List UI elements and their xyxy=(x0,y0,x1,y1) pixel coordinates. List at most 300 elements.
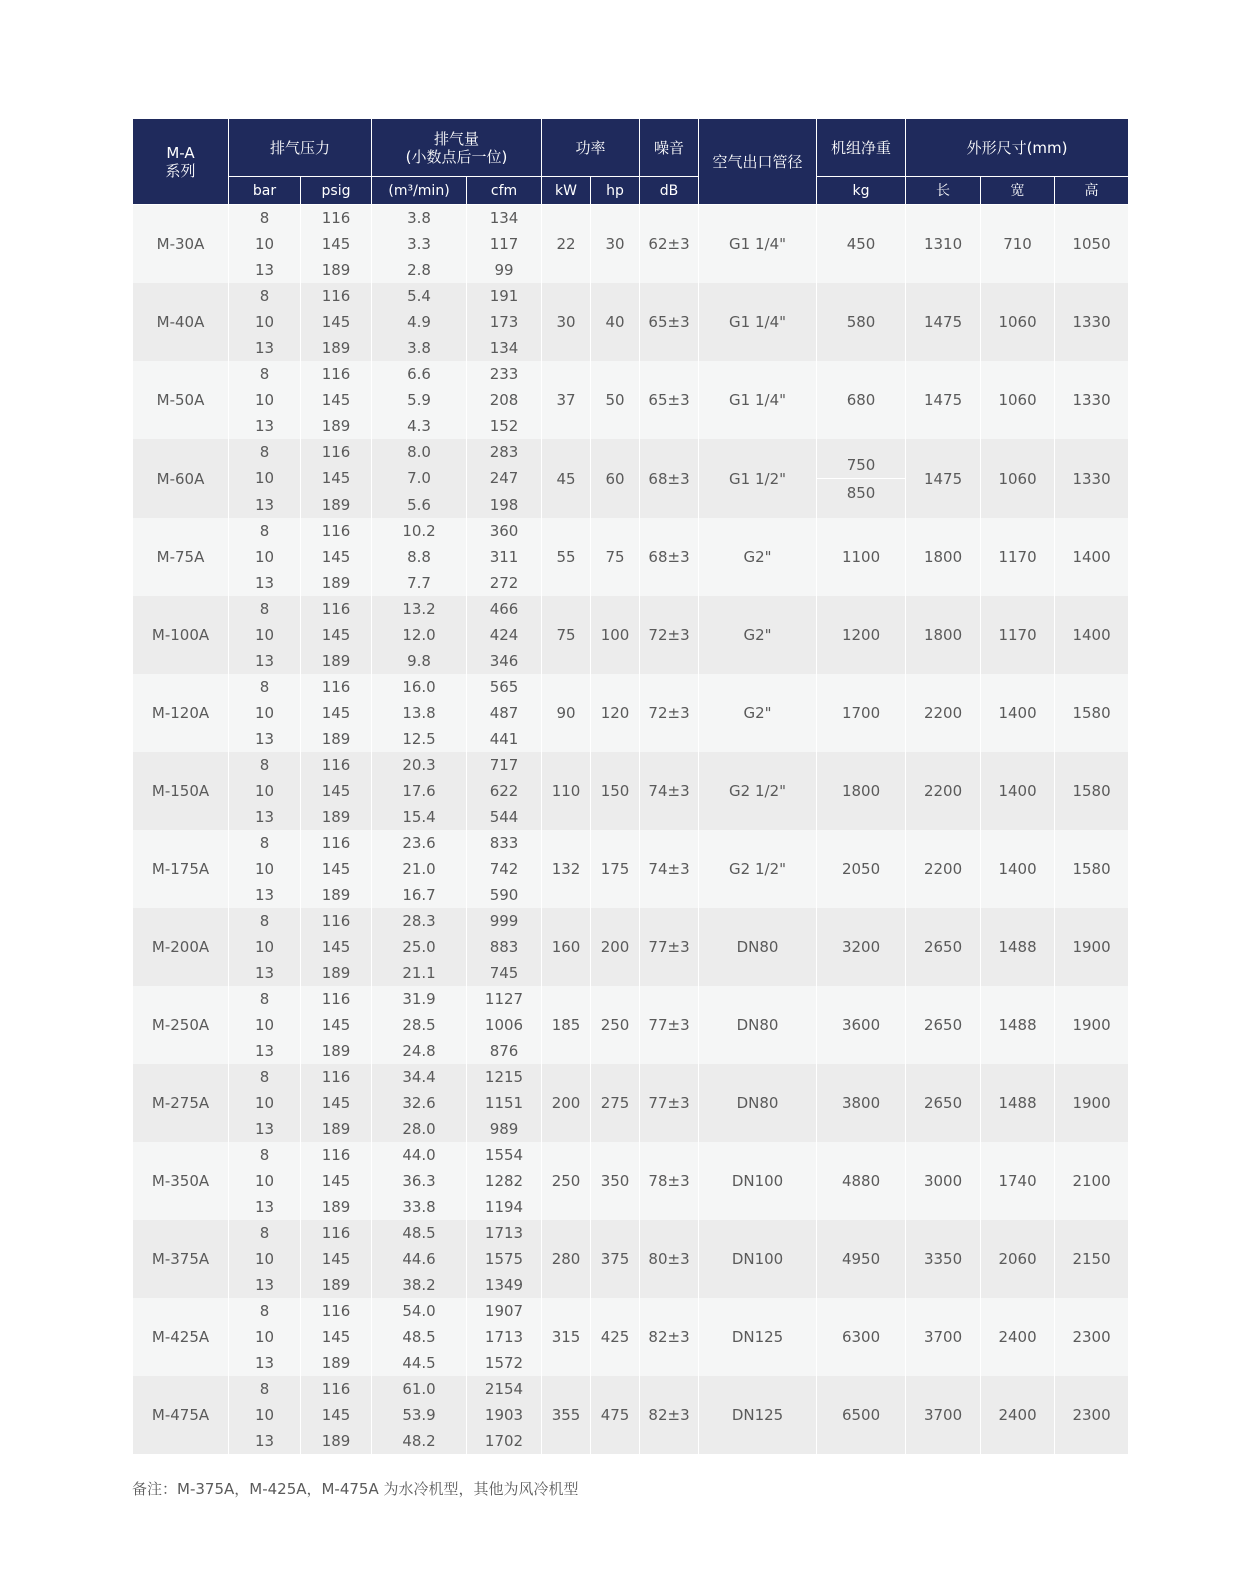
delivery-m3min-cell: 5.4 xyxy=(372,283,467,309)
dimension-length-cell: 1475 xyxy=(906,361,981,439)
pressure-psig-cell: 145 xyxy=(301,1246,372,1272)
dimension-width-cell: 710 xyxy=(981,205,1055,284)
dimension-width-cell: 2060 xyxy=(981,1220,1055,1298)
outlet-pipe-cell: DN100 xyxy=(699,1142,817,1220)
pressure-bar-cell: 8 xyxy=(229,439,301,465)
dimension-width-cell: 1740 xyxy=(981,1142,1055,1220)
dimension-length-cell: 2200 xyxy=(906,674,981,752)
net-weight-cell: 680 xyxy=(817,361,906,439)
dimension-length-cell: 2650 xyxy=(906,1064,981,1142)
power-hp-cell: 200 xyxy=(591,908,640,986)
delivery-cfm-cell: 1151 xyxy=(467,1090,542,1116)
model-group xyxy=(133,1142,1129,1220)
pressure-bar-cell: 10 xyxy=(229,1324,301,1350)
delivery-m3min-cell: 36.3 xyxy=(372,1168,467,1194)
delivery-m3min-cell: 32.6 xyxy=(372,1090,467,1116)
delivery-m3min-cell: 5.6 xyxy=(372,492,467,518)
outlet-pipe-cell: DN100 xyxy=(699,1220,817,1298)
table-row xyxy=(133,439,1129,465)
pressure-psig-cell: 145 xyxy=(301,1324,372,1350)
table-row xyxy=(133,830,1129,856)
delivery-cfm-cell: 2154 xyxy=(467,1376,542,1402)
pressure-bar-cell: 10 xyxy=(229,1090,301,1116)
pressure-psig-cell: 145 xyxy=(301,778,372,804)
delivery-m3min-cell: 12.0 xyxy=(372,622,467,648)
pressure-psig-cell: 116 xyxy=(301,439,372,465)
dimension-height-cell: 1900 xyxy=(1055,1064,1129,1142)
noise-db-cell: 82±3 xyxy=(640,1298,699,1376)
delivery-m3min-cell: 2.8 xyxy=(372,257,467,283)
pressure-psig-cell: 189 xyxy=(301,1194,372,1220)
pressure-bar-cell: 13 xyxy=(229,726,301,752)
pressure-psig-cell: 189 xyxy=(301,335,372,361)
net-weight-cell: 3800 xyxy=(817,1064,906,1142)
outlet-pipe-cell: G1 1/4" xyxy=(699,205,817,284)
pressure-bar-cell: 8 xyxy=(229,908,301,934)
dimension-length-cell: 1475 xyxy=(906,439,981,518)
dimension-height-cell: 1330 xyxy=(1055,439,1129,518)
pressure-psig-cell: 189 xyxy=(301,1116,372,1142)
delivery-m3min-cell: 48.5 xyxy=(372,1324,467,1350)
delivery-cfm-cell: 424 xyxy=(467,622,542,648)
model-name-cell: M-150A xyxy=(133,752,229,830)
pressure-bar-cell: 13 xyxy=(229,413,301,439)
power-kw-cell: 30 xyxy=(542,283,591,361)
pressure-psig-cell: 189 xyxy=(301,726,372,752)
delivery-m3min-cell: 33.8 xyxy=(372,1194,467,1220)
power-hp-cell: 250 xyxy=(591,986,640,1064)
delivery-m3min-cell: 28.3 xyxy=(372,908,467,934)
power-hp-cell: 60 xyxy=(591,439,640,518)
pressure-psig-cell: 116 xyxy=(301,1298,372,1324)
model-name-cell: M-275A xyxy=(133,1064,229,1142)
pressure-bar-cell: 10 xyxy=(229,1168,301,1194)
pressure-bar-cell: 10 xyxy=(229,856,301,882)
pressure-bar-cell: 13 xyxy=(229,648,301,674)
table-row xyxy=(133,986,1129,1012)
power-kw-cell: 75 xyxy=(542,596,591,674)
pressure-psig-cell: 189 xyxy=(301,804,372,830)
pressure-bar-cell: 10 xyxy=(229,778,301,804)
noise-db-cell: 82±3 xyxy=(640,1376,699,1454)
delivery-m3min-cell: 17.6 xyxy=(372,778,467,804)
delivery-cfm-cell: 989 xyxy=(467,1116,542,1142)
pressure-psig-cell: 189 xyxy=(301,492,372,518)
dimension-width-cell: 1060 xyxy=(981,283,1055,361)
pressure-bar-cell: 13 xyxy=(229,257,301,283)
pressure-bar-cell: 10 xyxy=(229,387,301,413)
power-hp-cell: 40 xyxy=(591,283,640,361)
dimension-width-cell: 2400 xyxy=(981,1376,1055,1454)
pressure-bar-cell: 13 xyxy=(229,1272,301,1298)
delivery-m3min-cell: 15.4 xyxy=(372,804,467,830)
pressure-bar-cell: 8 xyxy=(229,1142,301,1168)
unit-m3min: (m³/min) xyxy=(372,177,467,205)
power-hp-cell: 275 xyxy=(591,1064,640,1142)
power-kw-cell: 90 xyxy=(542,674,591,752)
pressure-psig-cell: 116 xyxy=(301,1064,372,1090)
delivery-m3min-cell: 12.5 xyxy=(372,726,467,752)
dimension-width-cell: 1170 xyxy=(981,596,1055,674)
outlet-pipe-cell: DN125 xyxy=(699,1298,817,1376)
pressure-bar-cell: 10 xyxy=(229,622,301,648)
dimension-length-cell: 1475 xyxy=(906,283,981,361)
dimension-length-cell: 1310 xyxy=(906,205,981,284)
delivery-cfm-cell: 1702 xyxy=(467,1428,542,1454)
delivery-cfm-cell: 233 xyxy=(467,361,542,387)
pressure-psig-cell: 145 xyxy=(301,1402,372,1428)
delivery-m3min-cell: 25.0 xyxy=(372,934,467,960)
pressure-bar-cell: 13 xyxy=(229,570,301,596)
unit-hp: hp xyxy=(591,177,640,205)
spec-table xyxy=(132,118,1129,1454)
footnote: 备注：M-375A，M-425A，M-475A 为水冷机型，其他为风冷机型 xyxy=(132,1480,579,1498)
pressure-psig-cell: 145 xyxy=(301,544,372,570)
dimension-height-cell: 1400 xyxy=(1055,518,1129,596)
pressure-bar-cell: 10 xyxy=(229,934,301,960)
net-weight-cell: 580 xyxy=(817,283,906,361)
pressure-bar-cell: 10 xyxy=(229,465,301,491)
pressure-bar-cell: 8 xyxy=(229,674,301,700)
dimension-height-cell: 2300 xyxy=(1055,1376,1129,1454)
table-row xyxy=(133,752,1129,778)
power-hp-cell: 50 xyxy=(591,361,640,439)
dimension-length-cell: 3000 xyxy=(906,1142,981,1220)
table-row xyxy=(133,1298,1129,1324)
delivery-cfm-cell: 544 xyxy=(467,804,542,830)
delivery-cfm-cell: 173 xyxy=(467,309,542,335)
outlet-pipe-cell: G2" xyxy=(699,596,817,674)
noise-db-cell: 77±3 xyxy=(640,908,699,986)
pressure-bar-cell: 8 xyxy=(229,1376,301,1402)
pressure-bar-cell: 10 xyxy=(229,1246,301,1272)
dimension-height-cell: 2300 xyxy=(1055,1298,1129,1376)
pressure-psig-cell: 116 xyxy=(301,596,372,622)
delivery-cfm-cell: 208 xyxy=(467,387,542,413)
pressure-bar-cell: 8 xyxy=(229,1220,301,1246)
net-weight-cell: 2050 xyxy=(817,830,906,908)
outlet-pipe-cell: DN80 xyxy=(699,1064,817,1142)
unit-cfm: cfm xyxy=(467,177,542,205)
delivery-m3min-cell: 21.1 xyxy=(372,960,467,986)
table-row xyxy=(133,205,1129,232)
dimension-length-cell: 2200 xyxy=(906,752,981,830)
power-kw-cell: 280 xyxy=(542,1220,591,1298)
delivery-cfm-cell: 999 xyxy=(467,908,542,934)
dimension-width-cell: 1170 xyxy=(981,518,1055,596)
power-kw-cell: 55 xyxy=(542,518,591,596)
delivery-m3min-cell: 44.5 xyxy=(372,1350,467,1376)
delivery-m3min-cell: 8.8 xyxy=(372,544,467,570)
delivery-cfm-cell: 134 xyxy=(467,205,542,232)
delivery-m3min-cell: 4.9 xyxy=(372,309,467,335)
model-group xyxy=(133,830,1129,908)
net-weight-cell: 6500 xyxy=(817,1376,906,1454)
delivery-cfm-cell: 1349 xyxy=(467,1272,542,1298)
delivery-cfm-cell: 247 xyxy=(467,465,542,491)
header-dimensions: 外形尺寸(mm) xyxy=(906,119,1129,177)
pressure-psig-cell: 116 xyxy=(301,1376,372,1402)
outlet-pipe-cell: G1 1/4" xyxy=(699,361,817,439)
dimension-width-cell: 2400 xyxy=(981,1298,1055,1376)
model-group xyxy=(133,518,1129,596)
delivery-cfm-cell: 311 xyxy=(467,544,542,570)
delivery-m3min-cell: 9.8 xyxy=(372,648,467,674)
pressure-bar-cell: 8 xyxy=(229,361,301,387)
delivery-m3min-cell: 4.3 xyxy=(372,413,467,439)
outlet-pipe-cell: DN80 xyxy=(699,986,817,1064)
table-row xyxy=(133,283,1129,309)
pressure-psig-cell: 189 xyxy=(301,1038,372,1064)
power-kw-cell: 315 xyxy=(542,1298,591,1376)
power-kw-cell: 250 xyxy=(542,1142,591,1220)
delivery-cfm-cell: 272 xyxy=(467,570,542,596)
pressure-bar-cell: 13 xyxy=(229,335,301,361)
delivery-m3min-cell: 5.9 xyxy=(372,387,467,413)
pressure-psig-cell: 145 xyxy=(301,465,372,491)
delivery-cfm-cell: 883 xyxy=(467,934,542,960)
model-group xyxy=(133,1298,1129,1376)
net-weight-cell: 6300 xyxy=(817,1298,906,1376)
net-weight-cell: 1200 xyxy=(817,596,906,674)
delivery-m3min-cell: 8.0 xyxy=(372,439,467,465)
noise-db-cell: 72±3 xyxy=(640,596,699,674)
delivery-cfm-cell: 117 xyxy=(467,231,542,257)
net-weight-cell: 1700 xyxy=(817,674,906,752)
power-kw-cell: 37 xyxy=(542,361,591,439)
delivery-cfm-cell: 717 xyxy=(467,752,542,778)
delivery-cfm-cell: 1903 xyxy=(467,1402,542,1428)
pressure-bar-cell: 13 xyxy=(229,1116,301,1142)
model-name-cell: M-100A xyxy=(133,596,229,674)
delivery-m3min-cell: 10.2 xyxy=(372,518,467,544)
pressure-psig-cell: 189 xyxy=(301,960,372,986)
pressure-psig-cell: 189 xyxy=(301,648,372,674)
header-discharge-pressure: 排气压力 xyxy=(229,119,372,177)
delivery-cfm-cell: 590 xyxy=(467,882,542,908)
dimension-height-cell: 1330 xyxy=(1055,283,1129,361)
pressure-bar-cell: 13 xyxy=(229,492,301,518)
delivery-cfm-cell: 876 xyxy=(467,1038,542,1064)
outlet-pipe-cell: G1 1/4" xyxy=(699,283,817,361)
delivery-m3min-cell: 44.0 xyxy=(372,1142,467,1168)
pressure-psig-cell: 116 xyxy=(301,830,372,856)
dimension-height-cell: 2150 xyxy=(1055,1220,1129,1298)
power-kw-cell: 45 xyxy=(542,439,591,518)
noise-db-cell: 74±3 xyxy=(640,830,699,908)
delivery-m3min-cell: 61.0 xyxy=(372,1376,467,1402)
pressure-psig-cell: 145 xyxy=(301,856,372,882)
pressure-bar-cell: 8 xyxy=(229,1298,301,1324)
power-kw-cell: 110 xyxy=(542,752,591,830)
model-name-cell: M-40A xyxy=(133,283,229,361)
table-row xyxy=(133,1220,1129,1246)
model-name-cell: M-120A xyxy=(133,674,229,752)
power-hp-cell: 75 xyxy=(591,518,640,596)
noise-db-cell: 65±3 xyxy=(640,283,699,361)
net-weight-value-alt: 850 xyxy=(846,484,876,502)
pressure-bar-cell: 10 xyxy=(229,309,301,335)
delivery-m3min-cell: 13.8 xyxy=(372,700,467,726)
model-group xyxy=(133,439,1129,518)
pressure-psig-cell: 145 xyxy=(301,387,372,413)
delivery-cfm-cell: 742 xyxy=(467,856,542,882)
model-name-cell: M-75A xyxy=(133,518,229,596)
pressure-psig-cell: 116 xyxy=(301,752,372,778)
net-weight-value: 750 xyxy=(817,439,905,479)
model-name-cell: M-250A xyxy=(133,986,229,1064)
power-kw-cell: 22 xyxy=(542,205,591,284)
unit-height: 高 xyxy=(1055,177,1129,205)
pressure-bar-cell: 13 xyxy=(229,1428,301,1454)
delivery-cfm-cell: 1572 xyxy=(467,1350,542,1376)
pressure-bar-cell: 8 xyxy=(229,518,301,544)
power-kw-cell: 185 xyxy=(542,986,591,1064)
dimension-length-cell: 3350 xyxy=(906,1220,981,1298)
dimension-width-cell: 1488 xyxy=(981,908,1055,986)
dimension-height-cell: 1580 xyxy=(1055,830,1129,908)
delivery-m3min-cell: 16.7 xyxy=(372,882,467,908)
model-group xyxy=(133,205,1129,284)
pressure-psig-cell: 145 xyxy=(301,700,372,726)
noise-db-cell: 74±3 xyxy=(640,752,699,830)
pressure-psig-cell: 145 xyxy=(301,1168,372,1194)
header-model-series: M-A 系列 xyxy=(133,119,229,205)
delivery-m3min-cell: 44.6 xyxy=(372,1246,467,1272)
pressure-psig-cell: 189 xyxy=(301,882,372,908)
delivery-cfm-cell: 833 xyxy=(467,830,542,856)
pressure-psig-cell: 189 xyxy=(301,1272,372,1298)
delivery-cfm-cell: 1575 xyxy=(467,1246,542,1272)
delivery-cfm-cell: 198 xyxy=(467,492,542,518)
model-name-cell: M-425A xyxy=(133,1298,229,1376)
delivery-cfm-cell: 360 xyxy=(467,518,542,544)
dimension-width-cell: 1400 xyxy=(981,674,1055,752)
dimension-length-cell: 2650 xyxy=(906,908,981,986)
header-power: 功率 xyxy=(542,119,640,177)
delivery-m3min-cell: 21.0 xyxy=(372,856,467,882)
net-weight-cell: 1800 xyxy=(817,752,906,830)
pressure-psig-cell: 189 xyxy=(301,257,372,283)
model-name-cell: M-375A xyxy=(133,1220,229,1298)
delivery-cfm-cell: 1713 xyxy=(467,1324,542,1350)
net-weight-cell: 450 xyxy=(817,205,906,284)
net-weight-cell: 3600 xyxy=(817,986,906,1064)
power-hp-cell: 475 xyxy=(591,1376,640,1454)
delivery-m3min-cell: 13.2 xyxy=(372,596,467,622)
delivery-cfm-cell: 1554 xyxy=(467,1142,542,1168)
dimension-height-cell: 1400 xyxy=(1055,596,1129,674)
delivery-m3min-cell: 31.9 xyxy=(372,986,467,1012)
pressure-psig-cell: 116 xyxy=(301,1220,372,1246)
noise-db-cell: 62±3 xyxy=(640,205,699,284)
model-group xyxy=(133,1376,1129,1454)
pressure-bar-cell: 13 xyxy=(229,882,301,908)
model-name-cell: M-30A xyxy=(133,205,229,284)
delivery-m3min-cell: 34.4 xyxy=(372,1064,467,1090)
model-group xyxy=(133,674,1129,752)
dimension-length-cell: 1800 xyxy=(906,596,981,674)
table-row xyxy=(133,596,1129,622)
delivery-m3min-cell: 38.2 xyxy=(372,1272,467,1298)
unit-kw: kW xyxy=(542,177,591,205)
delivery-cfm-cell: 134 xyxy=(467,335,542,361)
delivery-cfm-cell: 441 xyxy=(467,726,542,752)
pressure-psig-cell: 116 xyxy=(301,283,372,309)
power-kw-cell: 160 xyxy=(542,908,591,986)
model-group xyxy=(133,283,1129,361)
dimension-width-cell: 1060 xyxy=(981,439,1055,518)
unit-width: 宽 xyxy=(981,177,1055,205)
delivery-cfm-cell: 622 xyxy=(467,778,542,804)
outlet-pipe-cell: G2" xyxy=(699,518,817,596)
pressure-psig-cell: 116 xyxy=(301,361,372,387)
delivery-cfm-cell: 152 xyxy=(467,413,542,439)
header-noise: 噪音 xyxy=(640,119,699,177)
pressure-psig-cell: 116 xyxy=(301,518,372,544)
unit-psig: psig xyxy=(301,177,372,205)
model-name-cell: M-50A xyxy=(133,361,229,439)
pressure-psig-cell: 116 xyxy=(301,908,372,934)
dimension-height-cell: 2100 xyxy=(1055,1142,1129,1220)
pressure-bar-cell: 10 xyxy=(229,1012,301,1038)
dimension-width-cell: 1060 xyxy=(981,361,1055,439)
dimension-width-cell: 1400 xyxy=(981,752,1055,830)
noise-db-cell: 80±3 xyxy=(640,1220,699,1298)
pressure-bar-cell: 10 xyxy=(229,231,301,257)
power-hp-cell: 375 xyxy=(591,1220,640,1298)
noise-db-cell: 65±3 xyxy=(640,361,699,439)
pressure-psig-cell: 145 xyxy=(301,622,372,648)
unit-db: dB xyxy=(640,177,699,205)
power-hp-cell: 175 xyxy=(591,830,640,908)
delivery-cfm-cell: 99 xyxy=(467,257,542,283)
outlet-pipe-cell: DN125 xyxy=(699,1376,817,1454)
pressure-bar-cell: 10 xyxy=(229,700,301,726)
pressure-bar-cell: 8 xyxy=(229,283,301,309)
delivery-m3min-cell: 7.0 xyxy=(372,465,467,491)
power-hp-cell: 150 xyxy=(591,752,640,830)
delivery-m3min-cell: 53.9 xyxy=(372,1402,467,1428)
noise-db-cell: 72±3 xyxy=(640,674,699,752)
model-group xyxy=(133,908,1129,986)
delivery-m3min-cell: 6.6 xyxy=(372,361,467,387)
noise-db-cell: 77±3 xyxy=(640,986,699,1064)
net-weight-cell: 3200 xyxy=(817,908,906,986)
pressure-psig-cell: 189 xyxy=(301,1350,372,1376)
pressure-psig-cell: 145 xyxy=(301,934,372,960)
noise-db-cell: 68±3 xyxy=(640,518,699,596)
model-group xyxy=(133,361,1129,439)
delivery-cfm-cell: 191 xyxy=(467,283,542,309)
delivery-m3min-cell: 28.0 xyxy=(372,1116,467,1142)
power-kw-cell: 132 xyxy=(542,830,591,908)
noise-db-cell: 78±3 xyxy=(640,1142,699,1220)
delivery-cfm-cell: 565 xyxy=(467,674,542,700)
delivery-m3min-cell: 20.3 xyxy=(372,752,467,778)
dimension-height-cell: 1330 xyxy=(1055,361,1129,439)
delivery-cfm-cell: 1006 xyxy=(467,1012,542,1038)
unit-kg: kg xyxy=(817,177,906,205)
delivery-cfm-cell: 1194 xyxy=(467,1194,542,1220)
pressure-bar-cell: 8 xyxy=(229,986,301,1012)
pressure-bar-cell: 8 xyxy=(229,830,301,856)
pressure-psig-cell: 145 xyxy=(301,309,372,335)
delivery-m3min-cell: 3.8 xyxy=(372,335,467,361)
header-outlet-pipe: 空气出口管径 xyxy=(699,119,817,205)
pressure-bar-cell: 8 xyxy=(229,596,301,622)
model-group xyxy=(133,596,1129,674)
